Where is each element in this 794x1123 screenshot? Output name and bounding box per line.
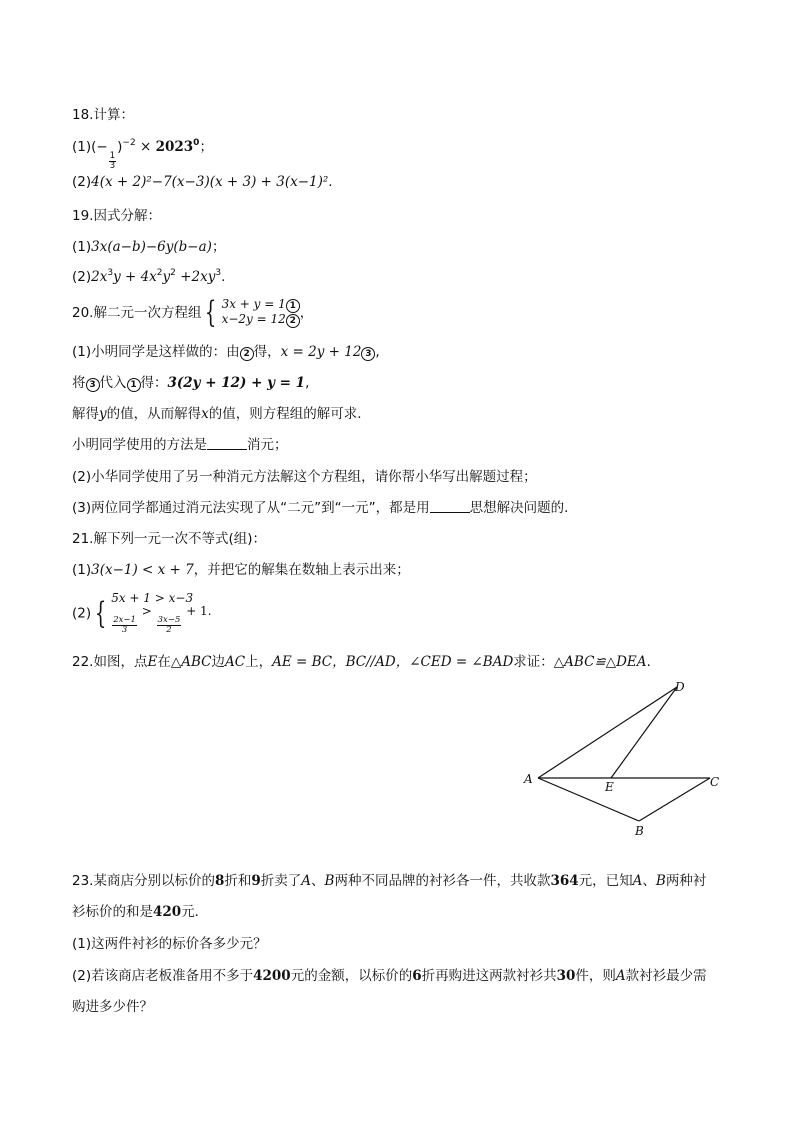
q20-l1-mark2: 3 <box>361 347 375 361</box>
point-label-C: C <box>710 775 720 789</box>
q20-eq1: 3x + y = 1 <box>221 297 286 311</box>
q23-l2-b: 元． <box>181 904 209 920</box>
q19-p2-e4: 3 <box>215 268 222 278</box>
q19-part2 <box>72 268 225 286</box>
q20-l2-expr: 3(2y + 12) + y = 1 <box>167 375 306 391</box>
q21-end: . <box>207 604 212 618</box>
q22-AC: AC <box>224 654 246 670</box>
q23-l1-364: 364 <box>550 873 579 889</box>
q18-part2 <box>72 173 333 191</box>
q20-l1-text-a: (1)小明同学是这样做的：由 <box>72 344 240 360</box>
q21-p1-expr: 3(x−1) < x + 7 <box>91 562 194 578</box>
q20-eq1-mark: 1 <box>286 299 300 313</box>
q22-cond: AE = BC，BC//AD，∠CED = ∠BAD <box>272 654 514 670</box>
q20-l2-text-a: 将 <box>72 375 86 391</box>
q23-l2-a: 衫标价的和是 <box>72 904 153 920</box>
point-label-D: D <box>675 680 685 694</box>
q20-system-rows <box>222 298 300 328</box>
q20-line6 <box>72 499 578 517</box>
q23-l4-d: 件，则 <box>575 968 616 984</box>
q18-p1-label: (1)( <box>72 139 97 155</box>
q20-l2-text-c: 得： <box>140 375 168 391</box>
q22-tri1: △ABC <box>170 654 212 670</box>
q21-part2 <box>72 592 212 635</box>
q19-p2-end: . <box>221 269 226 285</box>
q21-p1-text: ，并把它的解集在数轴上表示出来； <box>193 562 410 578</box>
q18-part1 <box>72 138 213 171</box>
q18-p1-close: ) <box>117 139 123 155</box>
q19-p2-t3: y <box>162 269 171 285</box>
q23-l1-B: B <box>324 873 335 889</box>
q23-line1 <box>72 872 706 890</box>
q18-p1-exp1: −2 <box>122 138 136 148</box>
q23-l4-6: 6 <box>412 968 422 984</box>
q22-c: 边 <box>211 654 225 670</box>
q22-figure <box>515 675 730 840</box>
point-label-B: B <box>635 824 644 838</box>
q23-line3: (1)这两件衬衫的标价各多少元？ <box>72 936 267 952</box>
q20-l3-y: y <box>99 406 107 422</box>
q19-p1-end: ； <box>211 239 226 255</box>
q20-l2-mark2: 1 <box>127 378 141 392</box>
q20-suffix: ， <box>299 305 314 321</box>
segment-AD <box>538 687 677 778</box>
q23-line2 <box>72 903 208 921</box>
q22-concl: △ABC≌△DEA <box>553 654 647 670</box>
q18-p1-exp2: 0 <box>193 138 200 148</box>
q21-gt: > <box>137 604 156 618</box>
q23-l1-f: 元，已知 <box>578 873 633 889</box>
q21-frac1 <box>112 616 137 635</box>
q19-p2-label: (2) <box>72 269 92 285</box>
q20-l4-text-b: 消元； <box>247 437 288 453</box>
q22-text <box>72 653 651 671</box>
q21-p1-label: (1) <box>72 562 92 578</box>
q23-l1-A2: A <box>632 873 643 889</box>
q20-l3-text-c: 的值，则方程组的解可求． <box>208 406 371 422</box>
q18-p1-times: × <box>135 139 156 155</box>
q21-title: 21.解下列一元一次不等式(组)： <box>72 531 267 547</box>
q23-l1-h: 两种衬 <box>665 873 707 889</box>
q19-part1 <box>72 238 225 256</box>
q21-system-rows <box>111 592 211 635</box>
q23-l4-4200: 4200 <box>253 968 291 984</box>
q19-p2-t1: 2x <box>91 269 108 285</box>
q21-frac1-den: 3 <box>121 625 128 635</box>
q19-title: 19.因式分解： <box>72 208 161 224</box>
q21-tail: + 1 <box>182 604 208 618</box>
q20-brace: { <box>205 295 217 330</box>
q19-p1-label: (1) <box>72 239 92 255</box>
segment-BC <box>639 778 710 821</box>
q19-p2-t4: +2xy <box>175 269 216 285</box>
q23-l4-a: (2)若该商店老板准备用不多于 <box>72 968 254 984</box>
q20-eq2-mark: 2 <box>286 314 300 328</box>
q23-l4-30: 30 <box>556 968 576 984</box>
q23-l1-a: 23.某商店分别以标价的 <box>72 873 215 889</box>
q21-row1: 5x + 1 > x−3 <box>111 591 194 605</box>
q20-l1-text-c: , <box>375 344 380 360</box>
q20-l6-text-a: (3)两位同学都通过消元法实现了从“二元”到“一元”，都是用 <box>72 500 430 516</box>
q20-answer-blank-2 <box>430 500 470 513</box>
q23-l2-420: 420 <box>153 904 182 920</box>
q21-row2 <box>111 605 211 635</box>
q23-l1-c: 折卖了 <box>260 873 302 889</box>
q23-l4-e: 款衬衫最少需 <box>625 968 707 984</box>
q20-l6-text-b: 思想解决问题的． <box>469 500 578 516</box>
q21-frac1-num: 2x−1 <box>113 615 136 625</box>
q20-line2 <box>72 374 309 392</box>
q20-l1-mark1: 2 <box>240 347 254 361</box>
q23-line4 <box>72 967 707 985</box>
q21-frac2-den: 2 <box>166 625 172 635</box>
q19-p1-expr: 3x(a−b)−6y(b−a) <box>91 239 212 255</box>
q22-b: 在 <box>157 654 171 670</box>
q22-a: 22.如图，点 <box>72 654 148 670</box>
q18-p2-end: . <box>328 174 333 190</box>
q21-frac2-num: 3x−5 <box>157 615 181 625</box>
segment-ED <box>611 687 677 778</box>
q20-l4-text-a: 小明同学使用的方法是 <box>72 437 207 453</box>
q20-prefix: 20.解二元一次方程组 <box>72 305 202 321</box>
q19-p2-e1: 3 <box>107 268 114 278</box>
q18-p1-base: 2023 <box>155 139 194 155</box>
q23-l1-B2: B <box>655 873 666 889</box>
q18-p1-num: 1 <box>109 151 116 161</box>
q22-d: 上， <box>245 654 273 670</box>
q20-l2-text-b: 代入 <box>99 375 127 391</box>
q23-l1-A: A <box>301 873 312 889</box>
q20-l1-text-b: 得， <box>253 344 281 360</box>
q23-l4-c: 折再购进这两款衬衫共 <box>421 968 557 984</box>
q20-line1 <box>72 343 380 361</box>
q19-p2-e2: 2 <box>156 268 163 278</box>
q23-l4-A: A <box>615 968 626 984</box>
q23-l1-9: 9 <box>251 873 261 889</box>
q20-l2-mark1: 3 <box>86 378 100 392</box>
q20-l3-text-b: 的值，从而解得 <box>106 406 202 422</box>
q23-l1-8: 8 <box>214 873 225 889</box>
q18-p2-label: (2) <box>72 174 92 190</box>
q23-l4-b: 元的金额，以标价的 <box>290 968 413 984</box>
q20-line4 <box>72 436 288 454</box>
q19-p2-t2: y + 4x <box>113 269 157 285</box>
q20-line3 <box>72 405 371 423</box>
q23-l1-b: 折和 <box>224 873 252 889</box>
q18-p1-neg: − <box>96 139 108 155</box>
q20-l2-text-d: , <box>305 375 310 391</box>
point-label-E: E <box>605 780 614 794</box>
q20-l3-text-a: 解得 <box>72 406 99 422</box>
q23-l1-d: 、 <box>311 873 325 889</box>
segment-AB <box>538 778 639 821</box>
q20-eq1-row <box>222 298 300 313</box>
q23-line5: 购进多少件？ <box>72 999 153 1015</box>
q20-header <box>72 295 314 330</box>
q20-l1-expr: x = 2y + 12 <box>280 344 362 360</box>
q21-p2-label: (2) <box>72 605 92 622</box>
q18-p1-den: 3 <box>109 161 116 171</box>
q20-answer-blank-1 <box>207 437 247 450</box>
q23-l1-g: 、 <box>642 873 656 889</box>
q18-title: 18.计算： <box>72 107 134 123</box>
q20-eq2-row <box>222 313 300 328</box>
q18-p2-expr: 4(x + 2)²−7(x−3)(x + 3) + 3(x−1)² <box>91 174 329 190</box>
q22-f: . <box>646 654 651 670</box>
q18-p1-fraction <box>109 152 116 171</box>
q20-l3-x: x <box>201 406 209 422</box>
q21-frac2 <box>157 616 182 635</box>
q22-e: 求证： <box>513 654 554 670</box>
q19-p2-e3: 2 <box>170 268 176 278</box>
q21-brace: { <box>94 595 107 631</box>
q20-eq2: x−2y = 12 <box>221 312 286 326</box>
q18-p1-end: ； <box>199 139 213 155</box>
point-label-A: A <box>524 772 533 786</box>
q21-part1 <box>72 561 410 579</box>
q21-system <box>91 592 211 635</box>
q20-system <box>201 295 299 330</box>
q20-line5: (2)小华同学使用了另一种消元方法解这个方程组，请你帮小华写出解题过程； <box>72 469 537 485</box>
q22-E: E <box>147 654 158 670</box>
q23-l1-e: 两种不同品牌的衬衫各一件，共收款 <box>334 873 551 889</box>
